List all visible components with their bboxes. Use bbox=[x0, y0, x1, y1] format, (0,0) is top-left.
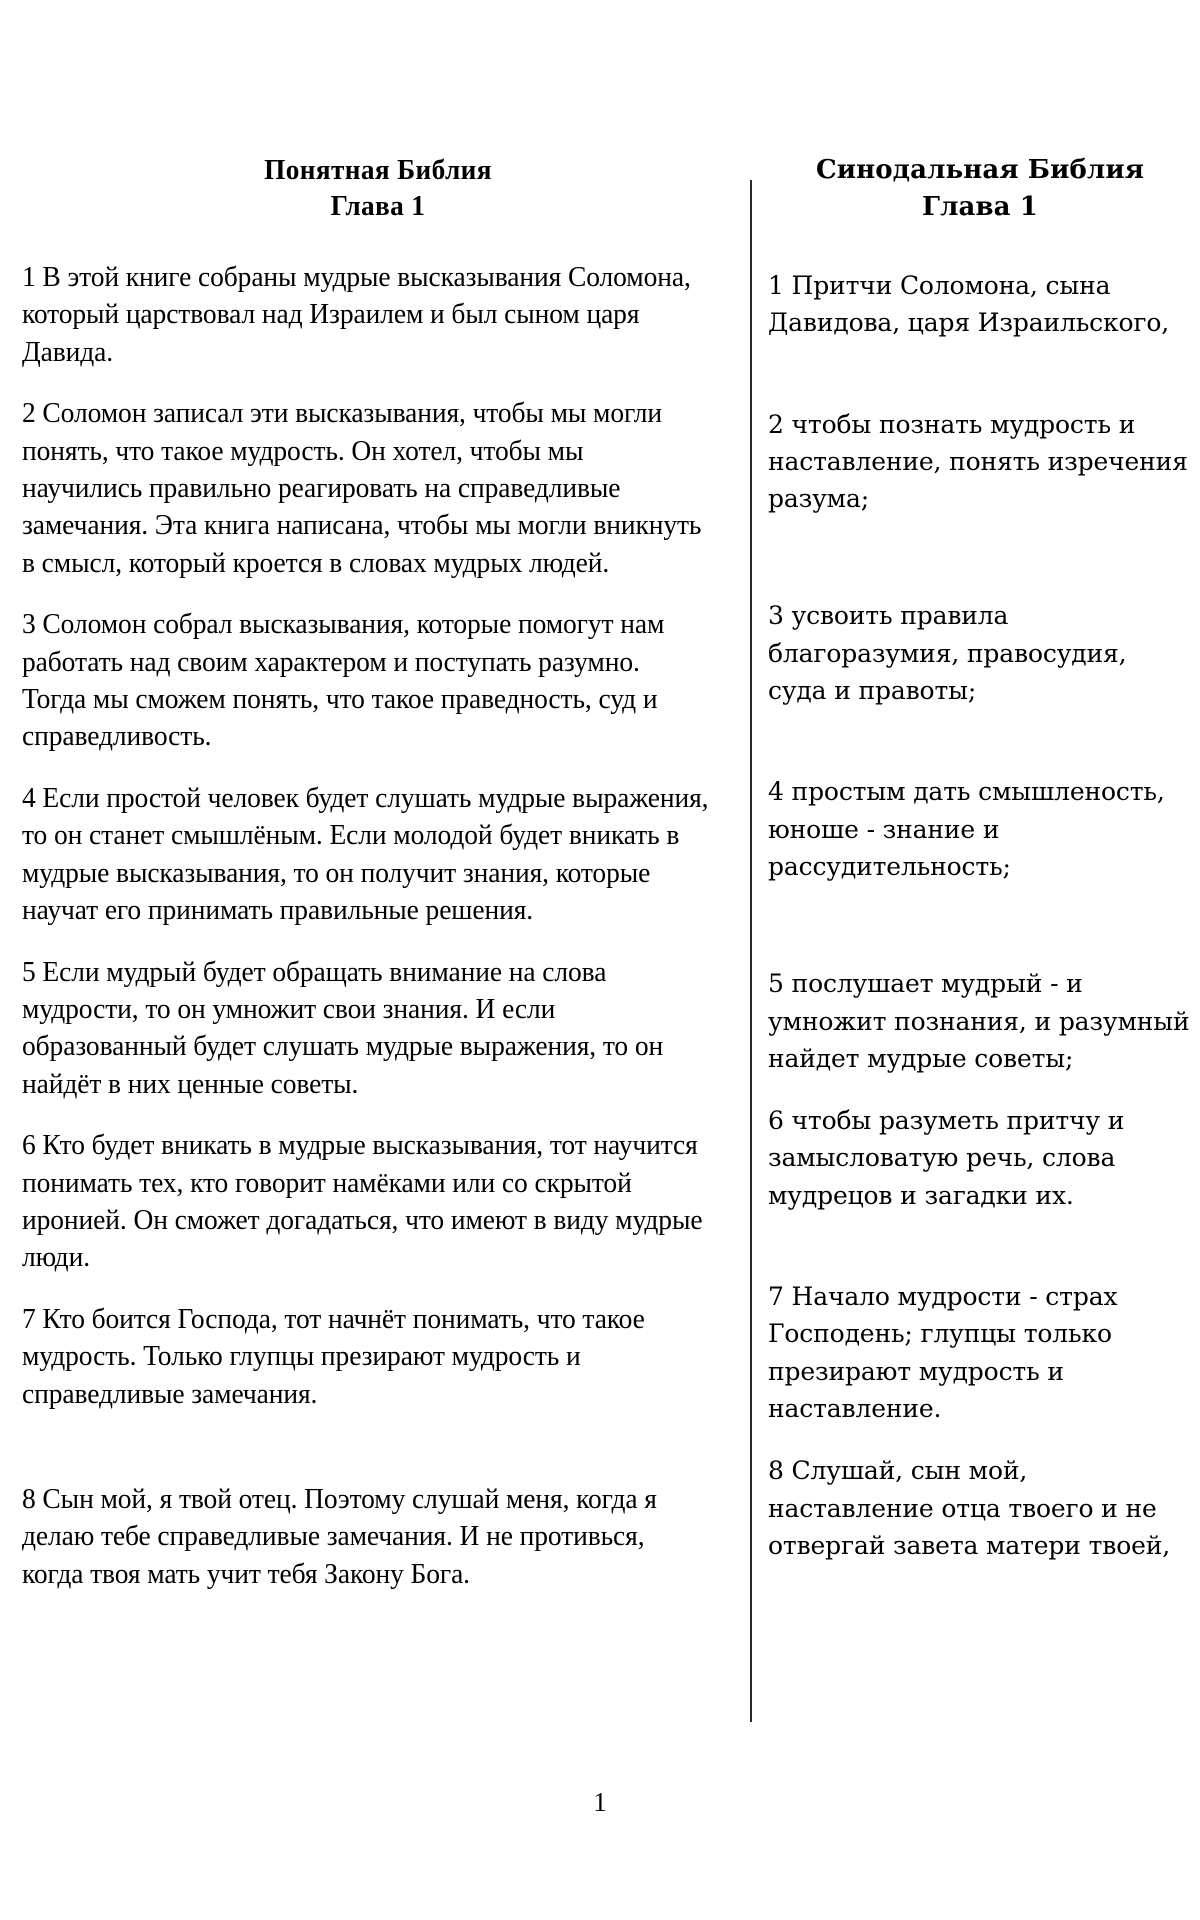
verse-paragraph: 4 простым дать смышленость, юноше - знание и рассудительность; bbox=[768, 777, 1165, 881]
right-column-title: Синодальная Библия bbox=[815, 155, 1145, 185]
verse-paragraph: 1 Притчи Соломона, сына Давидова, царя Израильского, bbox=[768, 271, 1170, 338]
verse-paragraph: 1 В этой книге собраны мудрые высказывания Соломона, который царствовал над Израилем и был сыном царя Давида. bbox=[22, 262, 691, 368]
verse-paragraph: 6 чтобы разуметь притчу и замысловатую речь, слова мудрецов и загадки их. bbox=[768, 1106, 1125, 1210]
right-column-chapter: Глава 1 bbox=[922, 192, 1038, 222]
right-column-verses bbox=[768, 267, 1192, 1564]
left-column-chapter: Глава 1 bbox=[330, 190, 426, 222]
left-column-title: Понятная Библия bbox=[264, 154, 492, 186]
verse-paragraph: 3 Соломон собрал высказывания, которые помогут нам работать над своим характером и поступать разумно. Тогда мы сможем понять, что такое праведность, суд и справедливость. bbox=[22, 609, 665, 753]
left-column-heading bbox=[43, 152, 712, 224]
verse-paragraph: 2 чтобы познать мудрость и наставление, понять изречения разума; bbox=[768, 409, 1188, 514]
verse-paragraph: 8 Слушай, сын мой, наставление отца твоего и не отвергай завета матери твоей, bbox=[768, 1456, 1171, 1560]
verse-paragraph: 3 усвоить правила благоразумия, правосудия, суда и правоты; bbox=[768, 601, 1127, 706]
right-column-heading bbox=[768, 152, 1192, 226]
left-column bbox=[22, 152, 734, 1593]
verse-paragraph: 6 Кто будет вникать в мудрые высказывания, тот научится понимать тех, кто говорит намёками или со скрытой иронией. Он сможет догадаться, что имеют в виду мудрые люди. bbox=[22, 1130, 703, 1274]
right-column bbox=[768, 152, 1192, 1564]
verse-paragraph: 7 Кто боится Господа, тот начнёт понимать, что такое мудрость. Только глупцы презирают мудрость и справедливые замечания. bbox=[22, 1303, 645, 1410]
verse-paragraph: 7 Начало мудрости - страх Господень; глупцы только презирают мудрость и наставление. bbox=[768, 1282, 1118, 1423]
verse-paragraph: 5 послушает мудрый - и умножит познания, и разумный найдет мудрые советы; bbox=[768, 969, 1190, 1073]
verse-paragraph: 4 Если простой человек будет слушать мудрые выражения, то он станет смышлёным. Если молодой будет вникать в мудрые высказывания, то он получит знания, которые научат его принимать правильные решения. bbox=[22, 782, 709, 927]
verse-paragraph: 8 Сын мой, я твой отец. Поэтому слушай меня, когда я делаю тебе справедливые замечания. И не противься, когда твоя мать учит тебя Закону Бога. bbox=[22, 1483, 657, 1590]
column-divider bbox=[750, 180, 752, 1722]
page-number: 1 bbox=[593, 1787, 607, 1817]
left-column-verses bbox=[22, 259, 734, 1593]
verse-paragraph: 2 Соломон записал эти высказывания, чтобы мы могли понять, что такое мудрость. Он хотел, чтобы мы научились правильно реагировать на справедливые замечания. Эта книга написана, чтобы мы могли вникнуть в смысл, который кроется в словах мудрых людей. bbox=[22, 398, 702, 579]
verse-paragraph: 5 Если мудрый будет обращать внимание на слова мудрости, то он умножит свои знания. И если образованный будет слушать мудрые выражения, то он найдёт в них ценные советы. bbox=[22, 956, 664, 1100]
